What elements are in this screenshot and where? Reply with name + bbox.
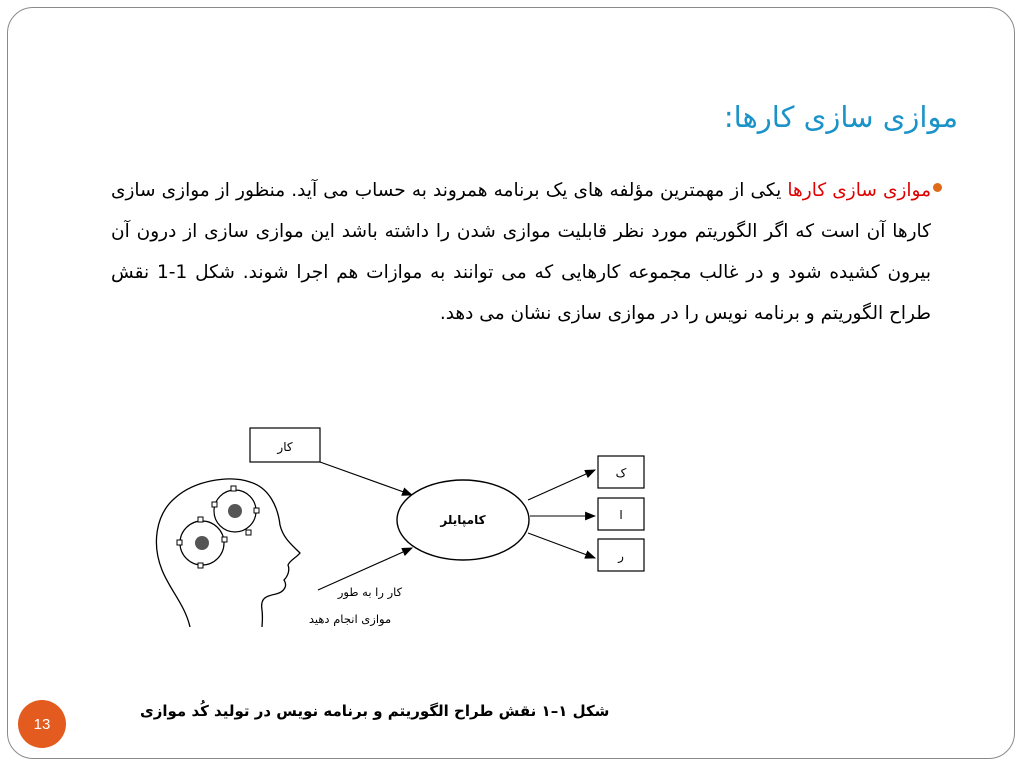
slide-title: موازی سازی کارها: [723, 100, 958, 134]
page-number-badge: 13 [18, 700, 66, 748]
body-text: یکی از مهمترین مؤلفه های یک برنامه همروند به حساب می آید. منظور از موازی سازی کارها آن است که اگر الگوریتم مورد نظر قابلیت موازی شدن را داشته باشد این موازی سازی از درون آن بیرون کشیده شود و در غالب مجموعه کارهایی که می توانند به موازات هم اجرا شوند. شکل 1-1 نقش طراح الگوریتم و برنامه نویس را در موازی سازی نشان می دهد. [111, 180, 931, 324]
body-paragraph [111, 170, 931, 334]
figure-diagram [150, 420, 670, 635]
figure-caption: شکل ۱–۱ نقش طراح الگوریتم و برنامه نویس در تولید کُد موازی [140, 702, 610, 720]
output-label: ا [619, 508, 623, 522]
output-label: ک [615, 466, 627, 480]
instruction-line-2: موازی انجام دهید [308, 612, 392, 626]
gear-icon [212, 486, 259, 535]
compiler-label: کامپایلر [440, 513, 486, 527]
task-box-label: کار [277, 440, 293, 454]
instruction-line-1: کار را به طور [337, 585, 403, 599]
bullet-icon [933, 183, 942, 192]
highlighted-term: موازی سازی کارها [787, 180, 931, 201]
output-label: ر [618, 549, 624, 563]
